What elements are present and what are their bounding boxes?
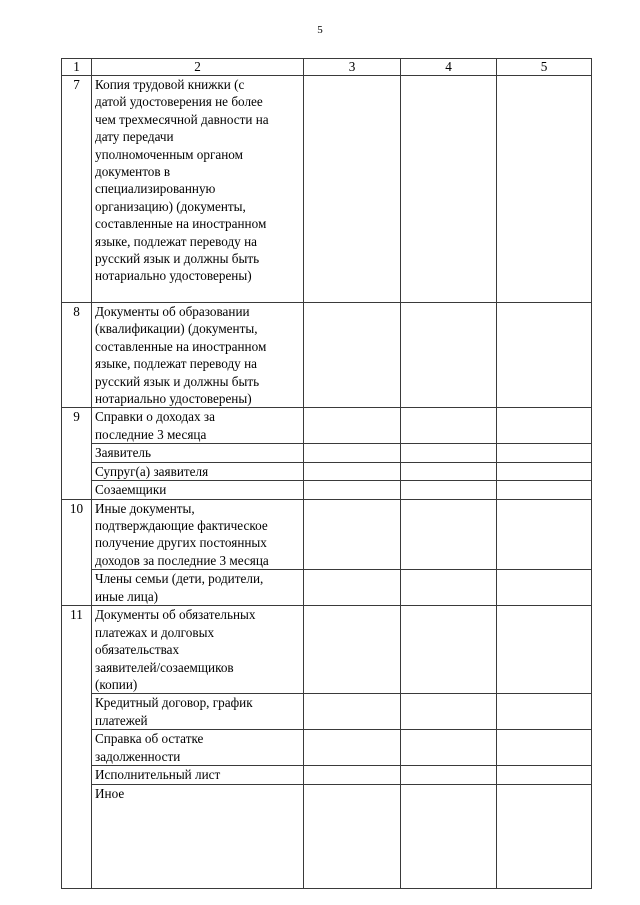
empty-cell[interactable] <box>401 730 497 766</box>
empty-cell[interactable] <box>401 408 497 444</box>
empty-cell[interactable] <box>304 570 401 606</box>
table-subrow <box>62 570 592 606</box>
empty-cell[interactable] <box>304 784 401 888</box>
empty-cell[interactable] <box>497 570 592 606</box>
empty-cell[interactable] <box>304 462 401 480</box>
empty-cell[interactable] <box>304 606 401 694</box>
table-header-row <box>62 59 592 76</box>
empty-cell[interactable] <box>497 606 592 694</box>
empty-cell[interactable] <box>401 444 497 462</box>
empty-cell[interactable] <box>304 408 401 444</box>
empty-cell[interactable] <box>401 303 497 408</box>
subitem-label: Созаемщики <box>92 481 304 499</box>
row-description: Документы об образовании (квалификации) (документы, составленные на иностранном языке, подлежат переводу на русский язык и должны быть нотариально удостоверены) <box>92 303 304 408</box>
row-number: 9 <box>62 408 92 499</box>
empty-cell[interactable] <box>497 481 592 499</box>
empty-cell[interactable] <box>497 784 592 888</box>
row-description: Справки о доходах за последние 3 месяца <box>92 408 304 444</box>
subitem-label: Иное <box>92 784 304 888</box>
subitem-label: Заявитель <box>92 444 304 462</box>
empty-cell[interactable] <box>304 499 401 570</box>
row-description: Копия трудовой книжки (с датой удостоверения не более чем трехмесячной давности на дату передачи уполномоченным органом документов в специализированную организацию) (документы, составленные на иностранном языке, подлежат переводу на русский язык и должны быть нотариально удостоверены) <box>92 76 304 303</box>
column-header: 4 <box>401 59 497 76</box>
subitem-label: Супруг(а) заявителя <box>92 462 304 480</box>
empty-cell[interactable] <box>497 462 592 480</box>
subitem-label: Справка об остатке задолженности <box>92 730 304 766</box>
empty-cell[interactable] <box>304 444 401 462</box>
empty-cell[interactable] <box>497 694 592 730</box>
column-header: 1 <box>62 59 92 76</box>
empty-cell[interactable] <box>304 694 401 730</box>
table-row <box>62 408 592 444</box>
subitem-label: Исполнительный лист <box>92 766 304 784</box>
row-number: 7 <box>62 76 92 303</box>
column-header: 3 <box>304 59 401 76</box>
table-subrow <box>62 481 592 499</box>
table-row <box>62 499 592 570</box>
empty-cell[interactable] <box>497 76 592 303</box>
page-number: 5 <box>317 24 323 36</box>
empty-cell[interactable] <box>304 766 401 784</box>
table-row <box>62 303 592 408</box>
empty-cell[interactable] <box>304 481 401 499</box>
table-subrow <box>62 766 592 784</box>
empty-cell[interactable] <box>497 408 592 444</box>
row-number: 8 <box>62 303 92 408</box>
empty-cell[interactable] <box>497 444 592 462</box>
empty-cell[interactable] <box>401 481 497 499</box>
empty-cell[interactable] <box>401 499 497 570</box>
empty-cell[interactable] <box>401 570 497 606</box>
subitem-label: Кредитный договор, график платежей <box>92 694 304 730</box>
row-number: 10 <box>62 499 92 606</box>
empty-cell[interactable] <box>401 784 497 888</box>
table-subrow <box>62 462 592 480</box>
empty-cell[interactable] <box>401 766 497 784</box>
empty-cell[interactable] <box>304 730 401 766</box>
empty-cell[interactable] <box>401 76 497 303</box>
row-description: Документы об обязательных платежах и долговых обязательствах заявителей/созаемщиков (копии) <box>92 606 304 694</box>
table-subrow <box>62 694 592 730</box>
table-row <box>62 606 592 694</box>
table-subrow <box>62 444 592 462</box>
empty-cell[interactable] <box>304 76 401 303</box>
table-subrow <box>62 784 592 888</box>
empty-cell[interactable] <box>401 462 497 480</box>
empty-cell[interactable] <box>401 694 497 730</box>
empty-cell[interactable] <box>497 766 592 784</box>
empty-cell[interactable] <box>497 303 592 408</box>
empty-cell[interactable] <box>401 606 497 694</box>
empty-cell[interactable] <box>497 730 592 766</box>
row-number: 11 <box>62 606 92 888</box>
empty-cell[interactable] <box>304 303 401 408</box>
table-row <box>62 76 592 303</box>
table-subrow <box>62 730 592 766</box>
column-header: 5 <box>497 59 592 76</box>
documents-table <box>61 58 592 889</box>
subitem-label: Члены семьи (дети, родители, иные лица) <box>92 570 304 606</box>
empty-cell[interactable] <box>497 499 592 570</box>
row-description: Иные документы, подтверждающие фактическое получение других постоянных доходов за последние 3 месяца <box>92 499 304 570</box>
column-header: 2 <box>92 59 304 76</box>
